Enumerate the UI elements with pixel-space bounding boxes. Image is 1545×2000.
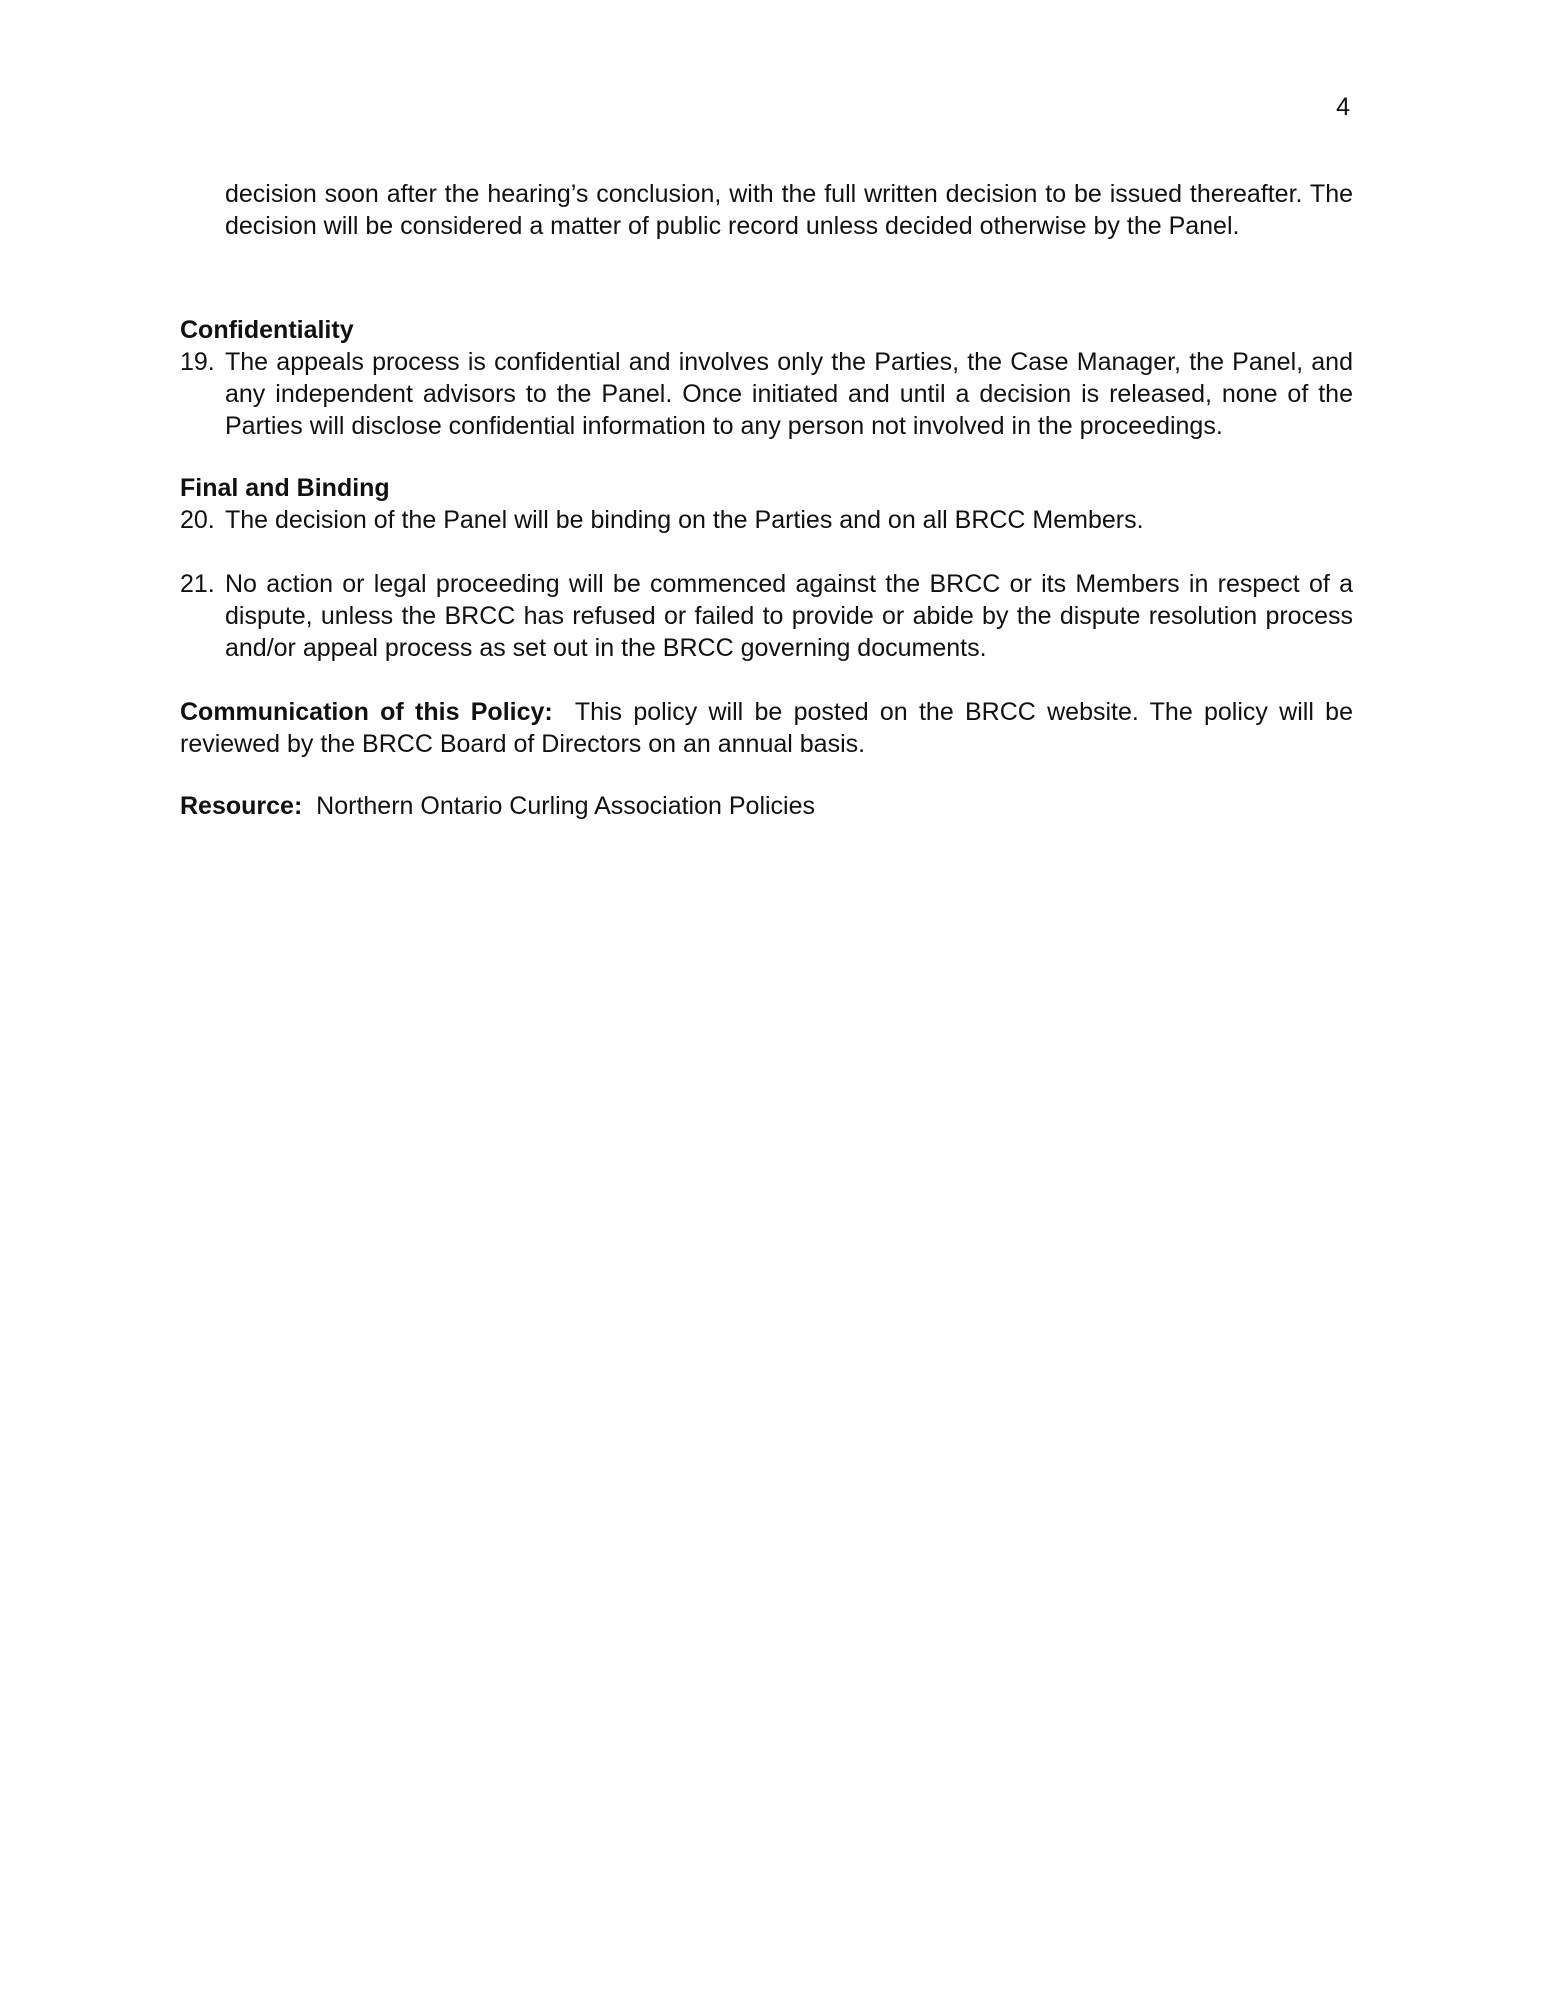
item-number: 20. <box>180 506 215 534</box>
item-text: The appeals process is confidential and involves only the Parties, the Case Manager, the Panel, and any independent advisors to the Panel. Once initiated and until a decision is released, none of the Parties will disclose confidential information to any person not involved in the proceedings. <box>225 348 1353 440</box>
item-text: No action or legal proceeding will be commenced against the BRCC or its Members in respect of a dispute, unless the BRCC has refused or failed to provide or abide by the dispute resolution process and/or appeal process as set out in the BRCC governing documents. <box>225 570 1353 662</box>
list-item <box>180 568 1353 664</box>
confidentiality-heading: Confidentiality <box>180 316 354 344</box>
resource-text: Northern Ontario Curling Association Policies <box>316 792 816 820</box>
communication-text: This policy will be posted on the BRCC website. The policy will be reviewed by the BRCC Board of Directors on an annual basis. <box>180 698 1353 758</box>
document-body <box>180 178 1353 822</box>
list-item <box>180 504 1353 536</box>
item-text: The decision of the Panel will be binding on the Parties and on all BRCC Members. <box>225 506 1144 534</box>
page-number: 4 <box>1336 93 1350 121</box>
final-binding-heading: Final and Binding <box>180 474 390 502</box>
communication-paragraph <box>180 696 1353 760</box>
list-item <box>180 346 1353 442</box>
resource-paragraph <box>180 790 1353 822</box>
communication-label: Communication of this Policy: <box>180 698 553 726</box>
intro-continuation-paragraph: decision soon after the hearing’s conclusion, with the full written decision to be issued thereafter. The decision will be considered a matter of public record unless decided otherwise by the Panel. <box>225 180 1353 240</box>
item-number: 21. <box>180 570 215 598</box>
resource-label: Resource: <box>180 792 303 820</box>
item-number: 19. <box>180 348 215 376</box>
